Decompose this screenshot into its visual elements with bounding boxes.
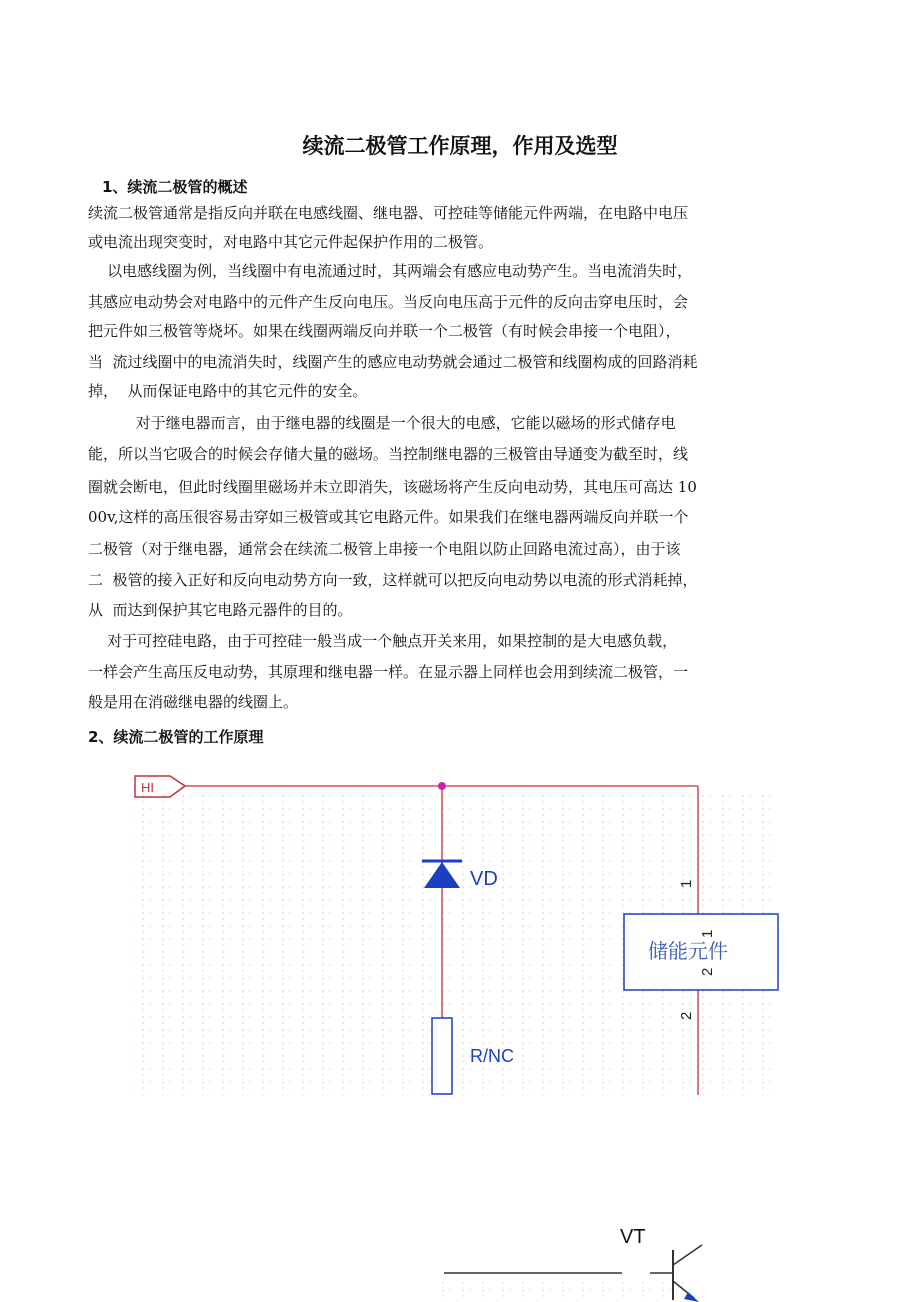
storage-component-label: 储能元件 <box>648 939 728 963</box>
junction-dot <box>438 782 446 790</box>
body-line: 把元件如三极管等烧坏。如果在线圈两端反向并联一个二极管（有时候会串接一个电阻）， <box>88 322 681 340</box>
body-line: 续流二极管通常是指反向并联在电感线圈、继电器、可控硅等储能元件两端，在电路中电压 <box>88 204 689 222</box>
body-line: 其感应电动势会对电路中的元件产生反向电压。当反向电压高于元件的反向击穿电压时，会 <box>88 293 689 311</box>
body-line: 对于继电器而言，由于继电器的线圈是一个很大的电感，它能以磁场的形式储存电 <box>88 414 676 432</box>
document-title: 续流二极管工作原理，作用及选型 <box>302 134 618 158</box>
port-hi-label: HI <box>141 780 154 795</box>
body-line: 能，所以当它吸合的时候会存储大量的磁场。当控制继电器的三极管由导通变为截至时，线 <box>88 445 689 463</box>
pin2-label: 2 <box>678 1011 695 1020</box>
body-line: 圈就会断电，但此时线圈里磁场并未立即消失，该磁场将产生反向电动势，其电压可高达 10 <box>88 478 697 496</box>
pin1-label: 1 <box>678 879 695 888</box>
body-line: 般是用在消磁继电器的线圈上。 <box>88 693 299 711</box>
body-line: 以电感线圈为例，当线圈中有电流通过时，其两端会有感应电动势产生。当电流消失时， <box>88 262 693 280</box>
body-line: 00v,这样的高压很容易击穿如三极管或其它电路元件。如果我们在继电器两端反向并联一个 <box>88 508 689 526</box>
resistor-label: R/NC <box>470 1046 514 1066</box>
transistor-collector <box>673 1245 702 1265</box>
body-line: 当 流过线圈中的电流消失时，线圈产生的感应电动势就会通过二极管和线圈构成的回路消耗 <box>88 353 698 371</box>
body-line: 二 极管的接入正好和反向电动势方向一致，这样就可以把反向电动势以电流的形式消耗掉， <box>88 571 698 589</box>
section1-heading: 1、续流二极管的概述 <box>102 178 248 196</box>
diode-label: VD <box>470 868 498 890</box>
inner-pin1-label: 1 <box>699 929 716 938</box>
body-line: 对于可控硅电路，由于可控硅一般当成一个触点开关来用，如果控制的是大电感负载， <box>88 632 678 650</box>
body-line: 从 而达到保护其它电路元器件的目的。 <box>88 601 353 619</box>
resistor-symbol <box>432 1018 452 1094</box>
body-line: 或电流出现突变时，对电路中其它元件起保护作用的二极管。 <box>88 233 494 251</box>
body-line: 一样会产生高压反电动势，其原理和继电器一样。在显示器上同样也会用到续流二极管，一 <box>88 663 689 681</box>
inner-pin2-label: 2 <box>699 967 716 976</box>
section2-heading: 2、续流二极管的工作原理 <box>88 728 264 746</box>
transistor-label: VT <box>620 1226 646 1248</box>
grid-background <box>440 1280 700 1302</box>
body-line: 二极管（对于继电器，通常会在续流二极管上串接一个电阻以防止回路电流过高），由于该 <box>88 540 681 558</box>
body-line: 掉， 从而保证电路中的其它元件的安全。 <box>88 382 368 400</box>
